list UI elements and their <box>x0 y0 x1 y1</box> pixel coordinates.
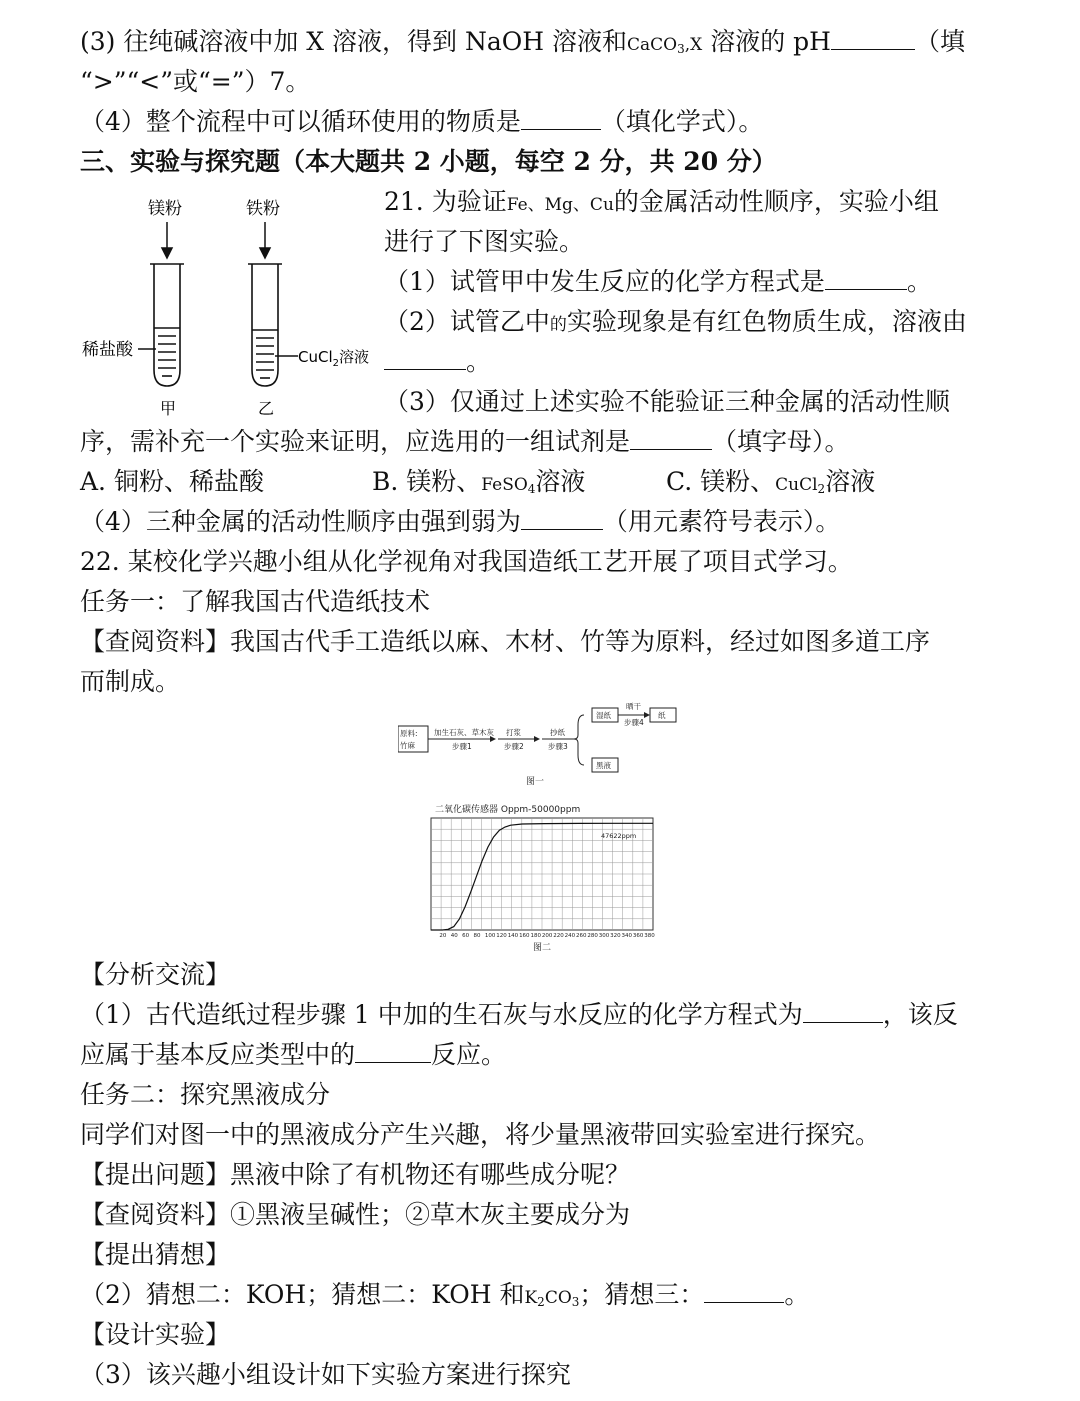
task-2: 任务二：探究黑液成分 <box>80 1080 331 1109</box>
x-tick-label: 20 <box>439 933 447 939</box>
option-c: C. 镁粉、CuCl$_2$溶液 <box>666 467 876 496</box>
answer-blank[interactable] <box>384 347 466 370</box>
option-a: A. 铜粉、稀盐酸 <box>80 467 264 496</box>
answer-blank[interactable] <box>825 267 907 290</box>
q21-part1: （1）试管甲中发生反应的化学方程式是 。 <box>384 267 932 296</box>
step1-top: 加生石灰、草木灰 <box>434 728 494 737</box>
question-heading: 【提出问题】黑液中除了有机物还有哪些成分呢？ <box>80 1160 631 1189</box>
answer-blank[interactable] <box>630 427 712 450</box>
fe-powder-label: 铁粉 <box>246 199 280 219</box>
x-tick-label: 180 <box>530 933 541 939</box>
peak-annotation: 47622ppm <box>601 832 637 840</box>
task-1: 任务一：了解我国古代造纸技术 <box>80 587 431 616</box>
answer-blank[interactable] <box>521 107 601 130</box>
x-tick-label: 140 <box>507 933 519 939</box>
figure-2-co2-chart <box>423 798 663 958</box>
x-tick-label: 260 <box>576 933 587 939</box>
step4-top: 晒干 <box>626 702 641 711</box>
step2-bottom: 步骤2 <box>504 742 524 751</box>
analysis-heading: 【分析交流】 <box>80 960 231 989</box>
caco3-formula: CaCO$_3$,X <box>627 35 703 56</box>
arrow-down-icon <box>260 222 270 258</box>
q21-part4: （4）三种金属的活动性顺序由强到弱为 （用元素符号表示）。 <box>80 507 841 536</box>
x-tick-label: 340 <box>621 933 633 939</box>
analysis-1: （1）古代造纸过程步骤 1 中加的生石灰与水反应的化学方程式为 ，该反 <box>80 1000 958 1029</box>
q3-text-b: 溶液的 pH <box>702 27 831 56</box>
answer-blank[interactable] <box>355 1040 431 1063</box>
q21-part2: （2）试管乙中的实验现象是有红色物质生成，溶液由 <box>384 307 967 336</box>
step1-bottom: 步骤1 <box>452 742 472 751</box>
q21-intro: 21. 为验证Fe、Mg、Cu的金属活动性顺序，实验小组 <box>384 187 939 216</box>
answer-blank[interactable] <box>803 1000 883 1023</box>
q21-part3: （3）仅通过上述实验不能验证三种金属的活动性顺 <box>384 387 950 416</box>
x-tick-label: 380 <box>644 933 655 939</box>
step3-top: 抄纸 <box>550 728 565 737</box>
x-tick-label: 100 <box>484 933 496 939</box>
arrow-down-icon <box>162 222 172 258</box>
tube-yi-label: 乙 <box>258 399 275 418</box>
x-tick-label: 200 <box>541 933 553 939</box>
design-heading: 【设计实验】 <box>80 1320 231 1349</box>
step2-top: 打浆 <box>506 728 521 737</box>
section-3-heading: 三、实验与探究题（本大题共 2 小题，每空 2 分，共 20 分） <box>80 147 777 176</box>
x-tick-label: 80 <box>473 933 481 939</box>
q4-line: （4）整个流程中可以循环使用的物质是 （填化学式）。 <box>80 107 764 136</box>
x-tick-label: 160 <box>519 933 530 939</box>
q21-part2-cont: 。 <box>384 347 491 377</box>
mg-powder-label: 镁粉 <box>148 199 182 219</box>
answer-blank[interactable] <box>521 507 603 530</box>
q3-line1 <box>80 27 965 64</box>
figure-1-process <box>398 700 708 790</box>
chart-title: 二氧化碳传感器 Oppm-50000ppm <box>435 805 581 815</box>
step4-bottom: 步骤4 <box>624 718 644 727</box>
x-tick-label: 240 <box>564 933 576 939</box>
raw-material-label: 原料: <box>400 729 418 738</box>
x-tick-label: 220 <box>553 933 564 939</box>
x-tick-label: 320 <box>610 933 621 939</box>
x-tick-label: 60 <box>462 933 470 939</box>
answer-blank[interactable] <box>704 1280 784 1303</box>
x-tick-label: 300 <box>598 933 610 939</box>
q3-line2: “>”“<”或“=”）7。 <box>80 67 311 96</box>
cucl2-solution-label: CuCl$_2$溶液 <box>298 348 370 369</box>
x-tick-label: 280 <box>587 933 598 939</box>
reference-1: 【查阅资料】我国古代手工造纸以麻、木材、竹等为原料，经过如图多道工序 <box>80 627 931 656</box>
guess-2: （2）猜想二：KOH；猜想二：KOH 和$K_2CO_3$；猜想三： 。 <box>80 1280 810 1309</box>
test-tube-yi <box>248 264 282 386</box>
tube-jia-label: 甲 <box>160 399 177 418</box>
q22-intro: 22. 某校化学兴趣小组从化学视角对我国造纸工艺开展了项目式学习。 <box>80 547 853 576</box>
figure-2-caption: 图二 <box>533 943 552 953</box>
hcl-label: 稀盐酸 <box>82 340 133 360</box>
q3-text-c: （填 <box>914 27 965 56</box>
answer-blank[interactable] <box>831 27 915 50</box>
step3-bottom: 步骤3 <box>548 742 568 751</box>
guess-heading: 【提出猜想】 <box>80 1240 231 1269</box>
figure-1-caption: 图一 <box>526 777 545 787</box>
x-tick-label: 40 <box>450 933 458 939</box>
q21-intro-2: 进行了下图实验。 <box>384 227 585 256</box>
reference-2: 【查阅资料】①黑液呈碱性；②草木灰主要成分为 <box>80 1200 631 1229</box>
x-tick-label: 360 <box>632 933 644 939</box>
k2co3-formula: $K_2CO_3$ <box>524 1288 580 1309</box>
x-tick-label: 120 <box>496 933 507 939</box>
q21-part3-cont: 序，需补充一个实验来证明，应选用的一组试剂是 （填字母）。 <box>80 427 850 456</box>
paper-label: 纸 <box>658 711 666 720</box>
test-tube-figure <box>70 190 390 425</box>
reference-1-cont: 而制成。 <box>80 667 181 696</box>
task-2-text: 同学们对图一中的黑液成分产生兴趣，将少量黑液带回实验室进行探究。 <box>80 1120 881 1149</box>
design-3: （3）该兴趣小组设计如下实验方案进行探究 <box>80 1360 571 1389</box>
analysis-1-cont: 应属于基本反应类型中的 反应。 <box>80 1040 507 1069</box>
test-tube-jia <box>150 264 184 386</box>
q3-text-a: (3) 往纯碱溶液中加 X 溶液，得到 NaOH 溶液和 <box>80 27 628 56</box>
option-b: B. 镁粉、FeSO$_4$溶液 <box>372 467 586 496</box>
raw-material-bamboo: 竹麻 <box>400 741 415 750</box>
black-liquor-label: 黑液 <box>596 761 611 770</box>
wet-paper-label: 湿纸 <box>596 711 611 720</box>
